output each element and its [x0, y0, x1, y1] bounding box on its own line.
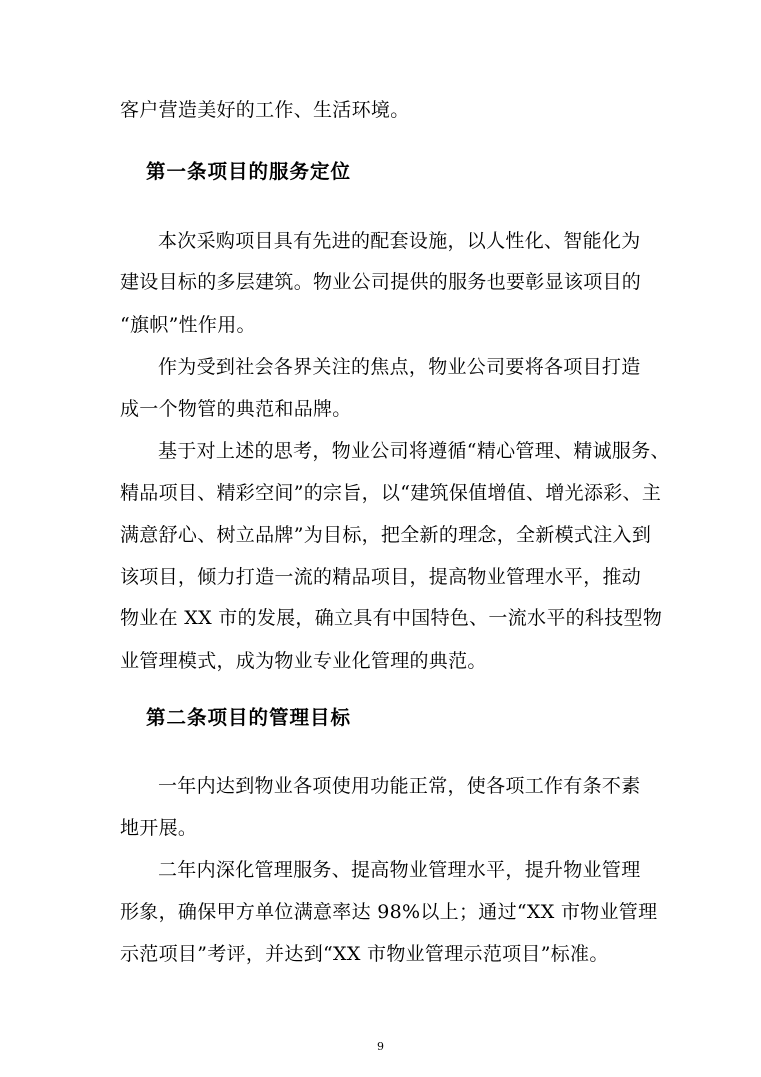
paragraph-line: 精品项目、精彩空间”的宗旨，以“建筑保值增值、增光添彩、主	[120, 482, 662, 504]
paragraph-line: 示范项目”考评，并达到“XX 市物业管理示范项目”标准。	[120, 943, 609, 965]
paragraph-line: 一年内达到物业各项使用功能正常，使各项工作有条不素	[158, 775, 641, 797]
paragraph-line: “旗帜”性作用。	[120, 314, 256, 336]
section-1-heading: 第一条项目的服务定位	[146, 160, 352, 183]
paragraph-line: 二年内深化管理服务、提高物业管理水平，提升物业管理	[158, 859, 641, 881]
paragraph-line: 成一个物管的典范和品牌。	[120, 398, 352, 420]
paragraph-line: 物业在 XX 市的发展，确立具有中国特色、一流水平的科技型物	[120, 607, 663, 629]
paragraph-line: 地开展。	[120, 817, 198, 839]
paragraph-line: 形象，确保甲方单位满意率达 98%以上；通过“XX 市物业管理	[120, 901, 658, 923]
paragraph-line: 建设目标的多层建筑。物业公司提供的服务也要彰显该项目的	[120, 271, 642, 293]
paragraph-line: 本次采购项目具有先进的配套设施，以人性化、智能化为	[158, 230, 641, 252]
paragraph-line: 作为受到社会各界关注的焦点，物业公司要将各项目打造	[158, 356, 641, 378]
paragraph-line: 满意舒心、树立品牌”为目标，把全新的理念，全新模式注入到	[120, 524, 652, 546]
intro-text-line: 客户营造美好的工作、生活环境。	[120, 99, 410, 121]
paragraph-line: 该项目，倾力打造一流的精品项目，提高物业管理水平，推动	[120, 566, 642, 588]
paragraph-line: 业管理模式，成为物业专业化管理的典范。	[120, 650, 487, 672]
section-2-heading: 第二条项目的管理目标	[146, 706, 352, 729]
page-number: 9	[377, 1040, 384, 1053]
paragraph-line: 基于对上述的思考，物业公司将遵循“精心管理、精诚服务、	[158, 440, 670, 462]
